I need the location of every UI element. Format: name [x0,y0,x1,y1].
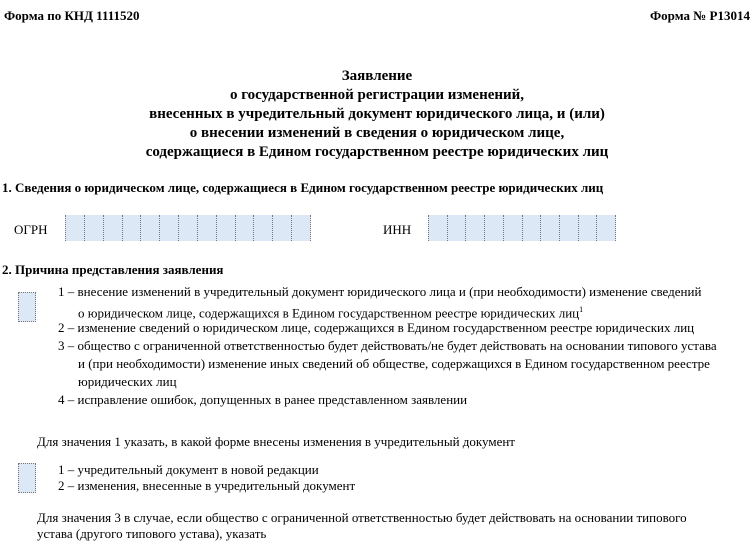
section2-heading: 2. Причина представления заявления [2,262,224,277]
title-line: внесенных в учредительный документ юридического лица, и (или) [149,106,605,122]
form-number: Форма № Р13014 [650,8,750,23]
value1-prompt: Для значения 1 указать, в какой форме внесены изменения в учредительный документ [37,434,515,449]
document-title [0,67,754,162]
footnote-marker: 1 [579,305,584,314]
ogrn-label: ОГРН [14,222,48,237]
title-line: о внесении изменений в сведения о юридическом лице, [189,125,565,141]
reason-option-3-cont: юридических лиц [78,374,177,389]
form-knd-code: Форма по КНД 1111520 [4,8,140,23]
title-line: Заявление [341,68,413,84]
value3-prompt: Для значения 3 в случае, если общество с ограниченной ответственностью будет действовать на основании типового [37,510,687,525]
reason-option-1-cont: о юридическом лице, содержащихся в Едином государственном реестре юридических лиц$^1$ [78,305,584,321]
ogrn-input[interactable] [65,215,311,241]
reason-option-4: 4 – исправление ошибок, допущенных в ранее представленном заявлении [58,392,468,407]
section1-heading: 1. Сведения о юридическом лице, содержащиеся в Едином государственном реестре юридических лиц [2,180,604,195]
value3-prompt-cont: устава (другого типового устава), указать [37,526,267,541]
reason-code-input[interactable] [18,292,36,322]
document-form-input[interactable] [18,463,36,493]
title-line: содержащиеся в Едином государственном реестре юридических лиц [145,144,609,160]
reason-option-3-cont: и (при необходимости) изменение иных сведений об обществе, содержащихся в Едином государственном реестре [78,356,710,371]
document-form-option-1: 1 – учредительный документ в новой редакции [58,462,319,477]
title-line: о государственной регистрации изменений, [229,87,525,103]
reason-option-1: 1 – внесение изменений в учредительный документ юридического лица и (при необходимости) изменение сведений [58,284,702,299]
reason-option-3: 3 – общество с ограниченной ответственностью будет действовать/не будет действовать на основании типового устава [58,338,717,353]
inn-label: ИНН [383,222,412,237]
reason-option-2: 2 – изменение сведений о юридическом лице, содержащихся в Едином государственном реестре юридических лиц [58,320,695,335]
inn-input[interactable] [428,215,616,241]
document-form-option-2: 2 – изменения, внесенные в учредительный документ [58,478,356,493]
